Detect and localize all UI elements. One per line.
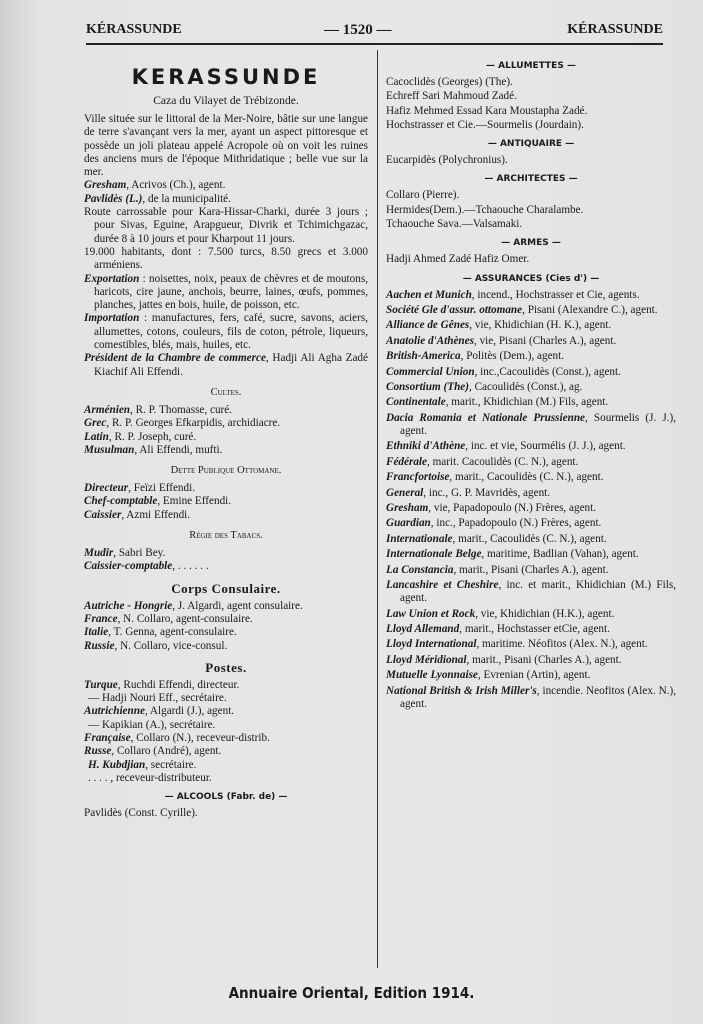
list-item: Hadji Ahmed Zadé Hafiz Omer. — [386, 253, 530, 266]
section-assurances: — ASSURANCES (Cies d') — — [462, 273, 600, 284]
header-left-title: KÉRASSUNDE — [86, 22, 182, 37]
list-item: Italie, T. Genna, agent-consulaire. — [84, 626, 237, 639]
list-item: National British & Irish Miller's, incendie. Neofitos (Alex. N.), agent. — [386, 684, 676, 710]
allumettes-list — [386, 76, 676, 132]
left-column — [84, 64, 368, 820]
importation-entry: Importation : manufactures, fers, café, sucre, savons, aciers, allumettes, cotons, couleurs, fils de coton, pétrole, liqueurs, comestibles, blés, mais, huiles, etc. — [84, 312, 368, 352]
cultes-list — [84, 404, 368, 457]
architectes-list — [386, 189, 676, 231]
list-item: Turque, Ruchdi Effendi, directeur. — [84, 678, 240, 691]
list-item: Francfortoise, marit., Cacoulidès (C. N.), agent. — [386, 471, 604, 484]
city-title: KERASSUNDE — [131, 65, 321, 89]
list-item: Commercial Union, inc.,Cacoulidès (Const.), agent. — [386, 365, 621, 378]
list-item: Russe, Collaro (André), agent. — [84, 745, 222, 758]
section-postes: Postes. — [205, 659, 247, 675]
list-item: Ethniki d'Athène, inc. et vie, Sourmélis (J. J.), agent. — [386, 440, 626, 453]
list-item: Aachen et Munich, incend., Hochstrasser et Cie, agents. — [386, 288, 640, 301]
page-number: — 1520 — — [324, 22, 392, 38]
list-item: Latin, R. P. Joseph, curé. — [84, 430, 197, 443]
dette-list — [84, 482, 368, 522]
list-item: . . . . , receveur-distributeur. — [88, 771, 212, 784]
running-header — [86, 22, 663, 42]
section-regie-tabacs: Régie des Tabacs. — [189, 530, 263, 542]
section-architectes: — ARCHITECTES — — [484, 174, 578, 185]
list-item: Internationale Belge, maritime, Badlian (Vahan), agent. — [386, 548, 639, 561]
chamber-president-entry: Président de la Chambre de commerce, Hadji Ali Agha Zadé Kiachif Ali Effendi. — [84, 352, 368, 378]
list-item: Caissier, Azmi Effendi. — [84, 508, 191, 521]
list-item: Caissier-comptable, . . . . . . — [84, 560, 209, 573]
list-item: Hochstrasser et Cie.—Sourmelis (Jourdain). — [386, 118, 584, 131]
exportation-entry: Exportation : noisettes, noix, peaux de chèvres et de moutons, haricots, cire jaune, anchois, beurre, laines, œufs, pommes, planches, jattes en bois, huile, de poisson, etc. — [84, 272, 368, 312]
column-divider — [377, 50, 378, 968]
list-item: British-America, Politès (Dem.), agent. — [386, 350, 565, 363]
list-item: H. Kubdjian, secrétaire. — [88, 758, 197, 771]
header-rule — [86, 43, 663, 45]
list-item: — Hadji Nouri Eff., secrétaire. — [88, 692, 227, 705]
gresham-entry: Gresham, Acrivos (Ch.), agent. — [84, 179, 226, 192]
list-item: Grec, R. P. Georges Efkarpidis, archidiacre. — [84, 417, 281, 430]
list-item: Dacia Romania et Nationale Prussienne, Sourmelis (J. J.), agent. — [386, 411, 676, 438]
population-entry: 19.000 habitants, dont : 7.500 turcs, 8.50 grecs et 3.000 arméniens. — [84, 245, 368, 272]
list-item: — Kapikian (A.), secrétaire. — [88, 718, 216, 731]
city-description: Ville située sur le littoral de la Mer-Noire, bâtie sur une langue de terre s'avançant vers la mer, ayant un aspect pittoresque et possède un joli plateau appelé Acropole où on voit les ruines des anciens murs de l'époque Mithridatique ; belle vue sur la mer. — [84, 113, 368, 179]
list-item: Autriche - Hongrie, J. Algardi, agent consulaire. — [84, 599, 303, 612]
section-corps-consulaire: Corps Consulaire. — [171, 580, 281, 596]
list-item: Russie, N. Collaro, vice-consul. — [84, 639, 228, 652]
list-item: Collaro (Pierre). — [386, 189, 460, 202]
header-right-title: KÉRASSUNDE — [567, 22, 663, 37]
municipality-entry: Pavlidès (L.), de la municipalité. — [84, 192, 231, 205]
list-item: Echreff Sari Mahmoud Zadé. — [386, 90, 517, 103]
section-dette-publique: Dette Publique Ottomane. — [170, 465, 282, 477]
list-item: Hermides(Dem.).—Tchaouche Charalambe. — [386, 203, 584, 216]
list-item: Mudir, Sabri Bey. — [84, 547, 166, 560]
list-item: Chef-comptable, Emine Effendi. — [84, 495, 232, 508]
list-item: Fédérale, marit. Cacoulidès (C. N.), agent. — [386, 455, 579, 468]
list-item: Guardian, inc., Papadopoulo (N.) Frères, agent. — [386, 517, 602, 530]
corps-list — [84, 600, 368, 653]
list-item: Internationale, marit., Cacoulidès (C. N.), agent. — [386, 532, 607, 545]
list-item: Mutuelle Lyonnaise, Evrenian (Artin), agent. — [386, 669, 591, 682]
list-item: Pavlidès (Const. Cyrille). — [84, 807, 198, 820]
section-allumettes: — ALLUMETTES — — [486, 61, 576, 71]
list-item: General, inc., G. P. Mavridès, agent. — [386, 486, 551, 499]
list-item: Lloyd Méridional, marit., Pisani (Charles A.), agent. — [386, 653, 622, 666]
page-footer: Annuaire Oriental, Edition 1914. — [228, 984, 475, 1002]
section-cultes: Cultes. — [210, 386, 242, 398]
list-item: Directeur, Feïzi Effendi. — [84, 482, 196, 495]
list-item: Lancashire et Cheshire, inc. et marit., Khidichian (M.) Fils, agent. — [386, 579, 676, 605]
list-item: La Constancia, marit., Pisani (Charles A.), agent. — [386, 563, 609, 576]
list-item: Eucarpidès (Polychronius). — [386, 154, 508, 167]
route-entry: Route carrossable pour Kara-Hissar-Charki, durée 3 jours ; pour Sivas, Eguine, Arapgueur, Divrik et Tchimichgazac, durée 8 à 10 jours et pour Kharpout 11 jours. — [84, 206, 368, 245]
list-item: Continentale, marit., Khidichian (M.) Fils, agent. — [386, 396, 609, 409]
section-alcools: — ALCOOLS (Fabr. de) — — [164, 792, 288, 803]
regie-list — [84, 547, 368, 574]
list-item: Anatolie d'Athènes, vie, Pisani (Charles A.), agent. — [386, 334, 617, 347]
list-item: Autrichienne, Algardi (J.), agent. — [84, 705, 235, 718]
list-item: Lloyd Allemand, marit., Hochstasser etCie, agent. — [386, 623, 610, 636]
list-item: Cacoclidès (Georges) (The). — [386, 76, 513, 88]
postes-list — [84, 679, 368, 785]
list-item: Arménien, R. P. Thomasse, curé. — [84, 403, 233, 416]
list-item: Consortium (The), Cacoulidès (Const.), ag. — [386, 381, 583, 394]
assurances-list — [386, 289, 676, 712]
list-item: Alliance de Gênes, vie, Khidichian (H. K.), agent. — [386, 319, 612, 332]
list-item: Gresham, vie, Papadopoulo (N.) Frères, agent. — [386, 502, 597, 515]
list-item: France, N. Collaro, agent-consulaire. — [84, 612, 253, 625]
list-item: Française, Collaro (N.), receveur-distrib. — [84, 731, 270, 744]
list-item: Société Gle d'assur. ottomane, Pisani (Alexandre C.), agent. — [386, 304, 658, 317]
right-column — [386, 54, 676, 713]
city-subtitle: Caza du Vilayet de Trébizonde. — [153, 94, 299, 107]
list-item: Law Union et Rock, vie, Khidichian (H.K.), agent. — [386, 607, 615, 620]
list-item: Hafiz Mehmed Essad Kara Moustapha Zadé. — [386, 104, 588, 117]
section-antiquaire: — ANTIQUAIRE — — [487, 139, 575, 150]
section-armes: — ARMES — — [501, 238, 561, 249]
list-item: Musulman, Ali Effendi, mufti. — [84, 443, 223, 456]
list-item: Lloyd International, maritime. Néofitos (Alex. N.), agent. — [386, 638, 648, 651]
list-item: Tchaouche Sava.—Valsamaki. — [386, 218, 523, 231]
